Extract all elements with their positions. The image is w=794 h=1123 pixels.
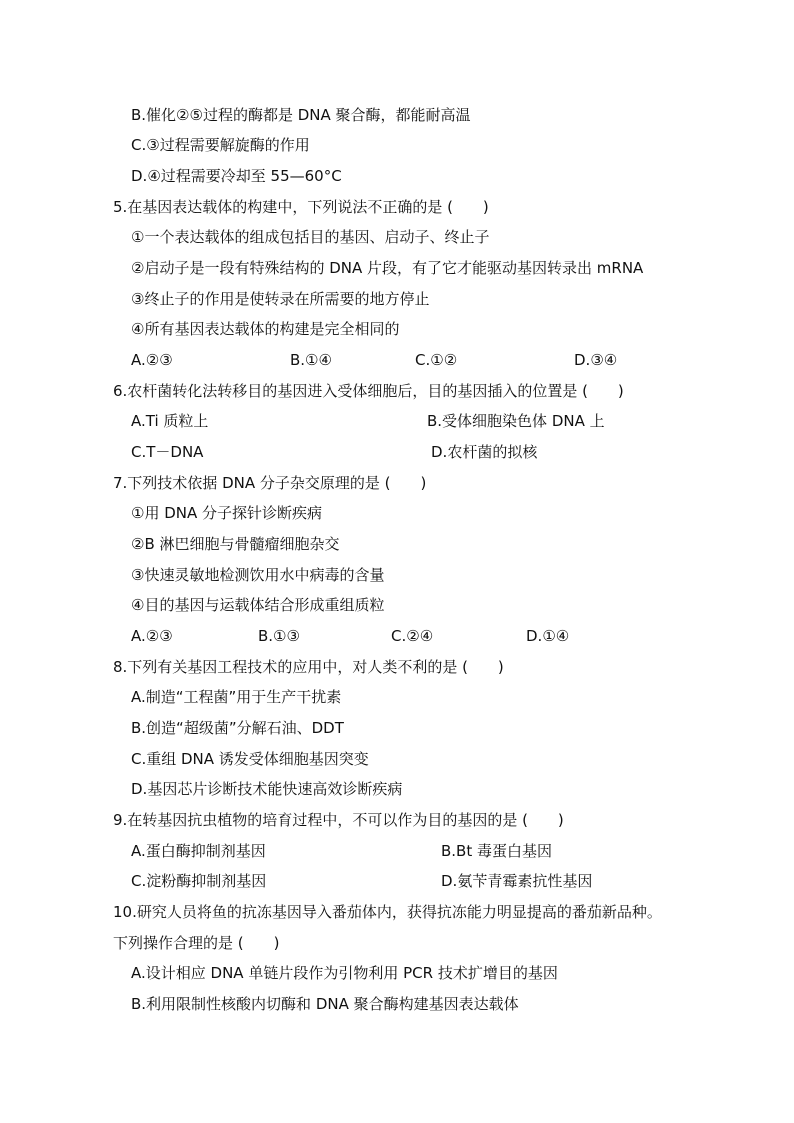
question-10-continued: 下列操作合理的是 ( ) <box>113 934 280 952</box>
option-b: B.创造“超级菌”分解石油、DDT <box>131 719 344 737</box>
option-b: B.催化②⑤过程的酶都是 DNA 聚合酶，都能耐高温 <box>131 106 471 124</box>
option-d: D.基因芯片诊断技术能快速高效诊断疾病 <box>131 780 403 798</box>
option-c: C.③过程需要解旋酶的作用 <box>131 136 310 154</box>
option-d: D.氨苄青霉素抗性基因 <box>441 872 593 890</box>
option-d: D.③④ <box>574 351 618 369</box>
statement-4: ④所有基因表达载体的构建是完全相同的 <box>131 320 400 338</box>
statement-2: ②B 淋巴细胞与骨髓瘤细胞杂交 <box>131 535 340 553</box>
option-c: C.①② <box>415 351 458 369</box>
statement-3: ③快速灵敏地检测饮用水中病毒的含量 <box>131 566 385 584</box>
question-7: 7.下列技术依据 DNA 分子杂交原理的是 ( ) <box>113 474 427 492</box>
statement-1: ①一个表达载体的组成包括目的基因、启动子、终止子 <box>131 228 490 246</box>
option-a: A.Ti 质粒上 <box>131 412 209 430</box>
option-b: B.①③ <box>258 627 300 645</box>
option-a: A.蛋白酶抑制剂基因 <box>131 842 266 860</box>
option-b: B.①④ <box>290 351 332 369</box>
option-a: A.设计相应 DNA 单链片段作为引物利用 PCR 技术扩增目的基因 <box>131 964 558 982</box>
option-a: A.制造“工程菌”用于生产干扰素 <box>131 688 342 706</box>
option-c: C.T－DNA <box>131 443 204 461</box>
statement-2: ②启动子是一段有特殊结构的 DNA 片段，有了它才能驱动基因转录出 mRNA <box>131 259 644 277</box>
option-b: B.利用限制性核酸内切酶和 DNA 聚合酶构建基因表达载体 <box>131 995 519 1013</box>
option-c: C.重组 DNA 诱发受体细胞基因突变 <box>131 750 369 768</box>
statement-4: ④目的基因与运载体结合形成重组质粒 <box>131 596 385 614</box>
question-6: 6.农杆菌转化法转移目的基因进入受体细胞后，目的基因插入的位置是 ( ) <box>113 382 624 400</box>
option-b: B.受体细胞染色体 DNA 上 <box>427 412 605 430</box>
option-d: D.④过程需要冷却至 55—60°C <box>131 167 342 185</box>
option-b: B.Bt 毒蛋白基因 <box>441 842 552 860</box>
option-d: D.农杆菌的拟核 <box>431 443 538 461</box>
option-d: D.①④ <box>526 627 570 645</box>
statement-3: ③终止子的作用是使转录在所需要的地方停止 <box>131 290 430 308</box>
statement-1: ①用 DNA 分子探针诊断疾病 <box>131 504 323 522</box>
question-8: 8.下列有关基因工程技术的应用中，对人类不利的是 ( ) <box>113 658 504 676</box>
option-a: A.②③ <box>131 351 173 369</box>
question-10: 10.研究人员将鱼的抗冻基因导入番茄体内，获得抗冻能力明显提高的番茄新品种。 <box>113 903 662 921</box>
question-5: 5.在基因表达载体的构建中，下列说法不正确的是 ( ) <box>113 198 489 216</box>
option-c: C.淀粉酶抑制剂基因 <box>131 872 267 890</box>
option-c: C.②④ <box>391 627 434 645</box>
option-a: A.②③ <box>131 627 173 645</box>
question-9: 9.在转基因抗虫植物的培育过程中，不可以作为目的基因的是 ( ) <box>113 811 564 829</box>
